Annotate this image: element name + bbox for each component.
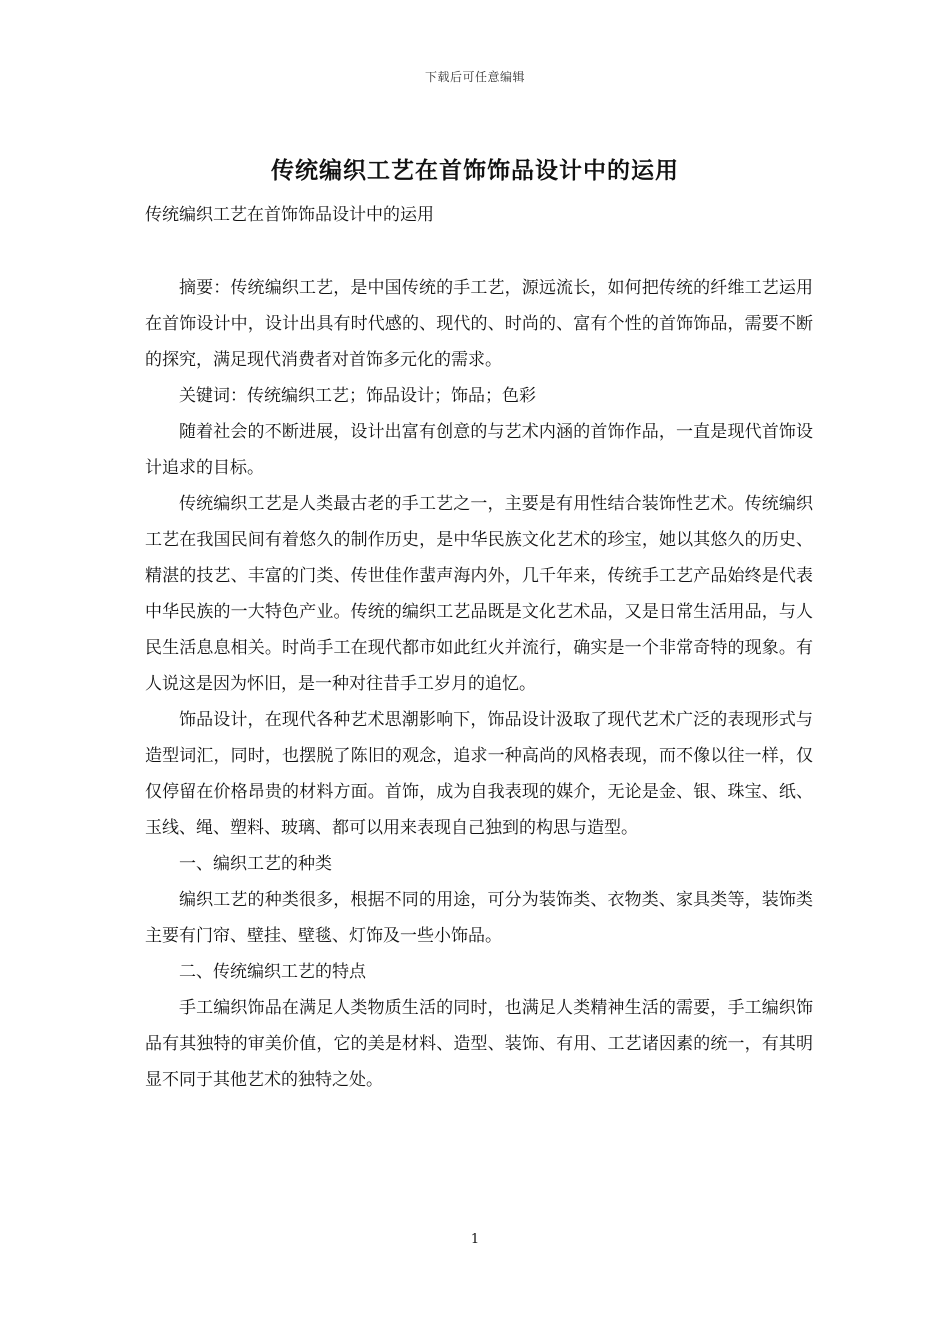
body-paragraph: 传统编织工艺是人类最古老的手工艺之一，主要是有用性结合装饰性艺术。传统编织工艺在我国民间有着悠久的制作历史，是中华民族文化艺术的珍宝，她以其悠久的历史、精湛的技艺、丰富的门类、传世佳作蜚声海内外，几千年来，传统手工艺产品始终是代表中华民族的一大特色产业。传统的编织工艺品既是文化艺术品，又是日常生活用品，与人民生活息息相关。时尚手工在现代都市如此红火并流行，确实是一个非常奇特的现象。有人说这是因为怀旧，是一种对往昔手工岁月的追忆。 xyxy=(145,494,813,694)
keywords-paragraph: 关键词：传统编织工艺；饰品设计；饰品；色彩 xyxy=(179,386,536,406)
header-note: 下载后可任意编辑 xyxy=(424,70,525,84)
document-subtitle: 传统编织工艺在首饰饰品设计中的运用 xyxy=(145,205,434,225)
document-body xyxy=(145,270,813,1098)
abstract-paragraph: 摘要：传统编织工艺，是中国传统的手工艺，源远流长，如何把传统的纤维工艺运用在首饰设计中，设计出具有时代感的、现代的、时尚的、富有个性的首饰饰品，需要不断的探究，满足现代消费者对首饰多元化的需求。 xyxy=(145,278,813,370)
document-title: 传统编织工艺在首饰饰品设计中的运用 xyxy=(271,157,679,184)
body-paragraph: 手工编织饰品在满足人类物质生活的同时，也满足人类精神生活的需要，手工编织饰品有其独特的审美价值，它的美是材料、造型、装饰、有用、工艺诸因素的统一，有其明显不同于其他艺术的独特之处。 xyxy=(145,998,813,1090)
page-number: 1 xyxy=(470,1232,480,1247)
section-heading: 二、传统编织工艺的特点 xyxy=(179,962,366,982)
section-heading: 一、编织工艺的种类 xyxy=(179,854,332,874)
body-paragraph: 饰品设计，在现代各种艺术思潮影响下，饰品设计汲取了现代艺术广泛的表现形式与造型词汇，同时，也摆脱了陈旧的观念，追求一种高尚的风格表现，而不像以往一样，仅仅停留在价格昂贵的材料方面。首饰，成为自我表现的媒介，无论是金、银、珠宝、纸、玉线、绳、塑料、玻璃、都可以用来表现自己独到的构思与造型。 xyxy=(145,710,813,838)
body-paragraph: 随着社会的不断进展，设计出富有创意的与艺术内涵的首饰作品，一直是现代首饰设计追求的目标。 xyxy=(145,422,813,478)
body-paragraph: 编织工艺的种类很多，根据不同的用途，可分为装饰类、衣物类、家具类等，装饰类主要有门帘、壁挂、壁毯、灯饰及一些小饰品。 xyxy=(145,890,813,946)
